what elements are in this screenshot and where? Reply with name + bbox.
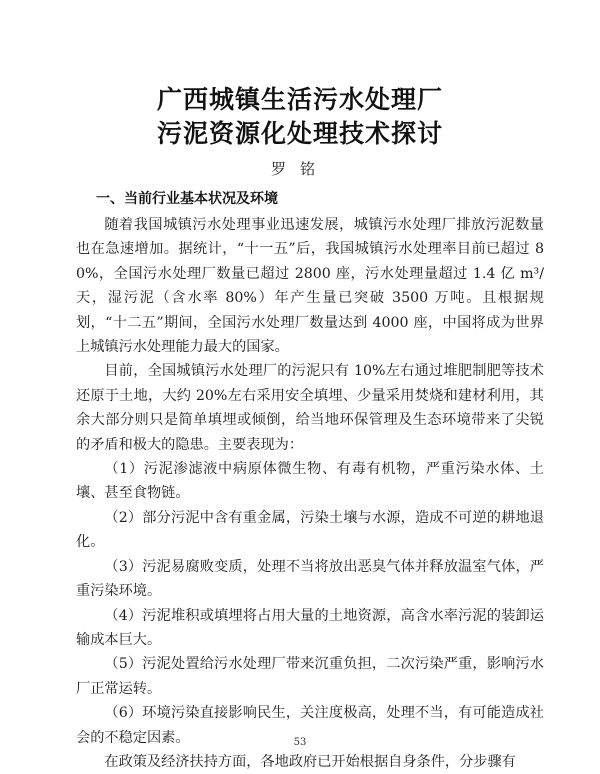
page-number: 53 xyxy=(293,737,307,748)
list-item: （2）部分污泥中含有重金属，污染土壤与水源，造成不可逆的耕地退化。 xyxy=(76,509,544,551)
paragraph: 随着我国城镇污水处理事业迅速发展，城镇污水处理厂排放污泥数量也在急速增加。据统计，“十一五”后，我国城镇污水处理率目前已超过 80%，全国污水处理厂数量已超过 2800 座，污水处理量超过 1.4 亿 m³/天，湿污泥（含水率 80%）年产生量已突破 3500 万吨。且根据规划，“十二五”期间，全国污水处理厂数量达到 4000 座，中国将成为世界上城镇污水处理能力最大的国家。 xyxy=(76,217,544,356)
paragraph: 目前，全国城镇污水处理厂的污泥只有 10%左右通过堆肥制肥等技术还原于土地，大约 20%左右采用安全填埋、少量采用焚烧和建材利用，其余大部分则只是简单填埋或倾倒，给当地环保管理及生态环境带来了尖锐的矛盾和极大的隐患。主要表现为： xyxy=(76,363,544,453)
author-name: 罗铭 xyxy=(270,160,329,178)
list-item: （3）污泥易腐败变质，处理不当将放出恶臭气体并释放温室气体，严重污染环境。 xyxy=(76,558,544,600)
body-text xyxy=(76,213,544,774)
list-item: （5）污泥处置给污水处理厂带来沉重负担，二次污染严重，影响污水厂正常运转。 xyxy=(76,656,544,697)
title-line-2: 污泥资源化处理技术探讨 xyxy=(156,119,443,148)
list-item: （6）环境污染直接影响民生，关注度极高，处理不当，有可能造成社会的不稳定因素。 xyxy=(76,705,544,746)
section-heading: 一、当前行业基本状况及环境 xyxy=(96,191,278,207)
list-item: （4）污泥堆积或填埋将占用大量的土地资源，高含水率污泥的装卸运输成本巨大。 xyxy=(76,607,544,648)
list-item: （1）污泥渗滤液中病原体微生物、有毒有机物，严重污染水体、土壤、甚至食物链。 xyxy=(76,461,544,502)
paragraph: 在政策及经济扶持方面，各地政府已开始根据自身条件，分步骤有 xyxy=(104,753,516,770)
title-line-1: 广西城镇生活污水处理厂 xyxy=(156,85,443,114)
